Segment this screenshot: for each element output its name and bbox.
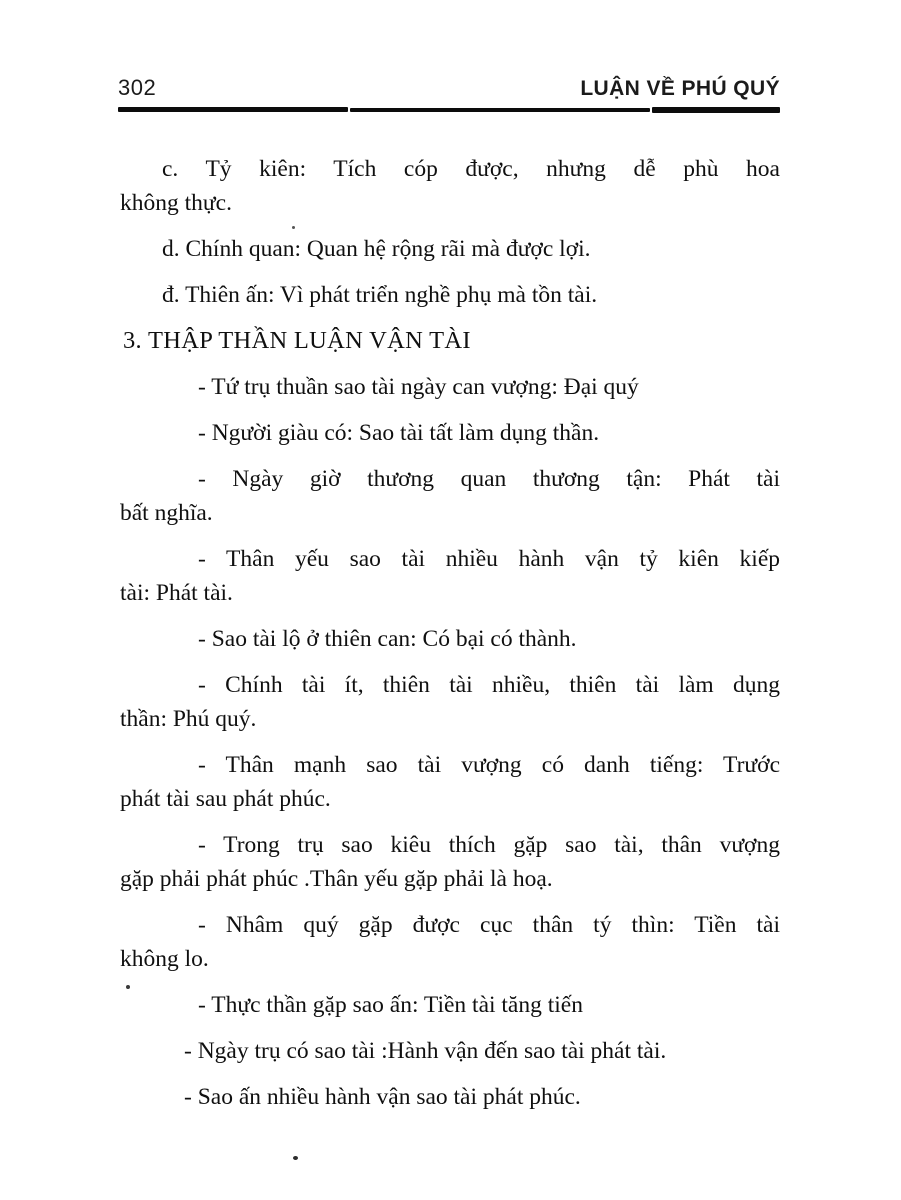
text-line: đ. Thiên ấn: Vì phát triển nghề phụ mà tồn tài. bbox=[162, 282, 598, 308]
text-line: - Thân mạnh sao tài vượng có danh tiếng: Trước bbox=[198, 752, 780, 778]
paragraph bbox=[120, 748, 780, 816]
stray-mark bbox=[293, 1156, 298, 1160]
section-heading bbox=[120, 324, 780, 358]
paragraph bbox=[120, 232, 780, 266]
text-line: - Thực thần gặp sao ấn: Tiền tài tăng tiến bbox=[198, 992, 583, 1018]
page-content bbox=[0, 114, 901, 1114]
stray-mark bbox=[126, 985, 130, 989]
text-line: phát tài sau phát phúc. bbox=[120, 786, 331, 812]
text-line: - Người giàu có: Sao tài tất làm dụng thần. bbox=[198, 420, 600, 446]
text-line: - Chính tài ít, thiên tài nhiều, thiên tài làm dụng bbox=[198, 672, 780, 698]
paragraph bbox=[120, 416, 780, 450]
header-rule bbox=[118, 106, 780, 114]
text-line: - Ngày trụ có sao tài :Hành vận đến sao tài phát tài. bbox=[184, 1038, 667, 1064]
page-header bbox=[0, 0, 901, 101]
text-line: 3. THẬP THẦN LUẬN VẬN TÀI bbox=[123, 327, 471, 354]
paragraph bbox=[120, 908, 780, 976]
text-line: - Ngày giờ thương quan thương tận: Phát tài bbox=[198, 466, 780, 492]
text-line: - Thân yếu sao tài nhiều hành vận tỷ kiên kiếp bbox=[198, 546, 780, 572]
text-line: không lo. bbox=[120, 946, 209, 972]
text-line: gặp phải phát phúc .Thân yếu gặp phải là hoạ. bbox=[120, 866, 553, 892]
paragraph bbox=[120, 462, 780, 530]
text-line: tài: Phát tài. bbox=[120, 580, 233, 606]
text-line: c. Tỷ kiên: Tích cóp được, nhưng dễ phù hoa bbox=[162, 156, 780, 182]
paragraph bbox=[120, 1034, 780, 1068]
stray-mark bbox=[292, 226, 295, 229]
paragraph bbox=[120, 668, 780, 736]
text-line: thần: Phú quý. bbox=[120, 706, 257, 732]
text-line: - Sao ấn nhiều hành vận sao tài phát phúc. bbox=[184, 1084, 581, 1110]
text-line: không thực. bbox=[120, 190, 232, 216]
text-line: d. Chính quan: Quan hệ rộng rãi mà được lợi. bbox=[162, 236, 591, 262]
paragraph bbox=[120, 988, 780, 1022]
text-line: - Tứ trụ thuần sao tài ngày can vượng: Đại quý bbox=[198, 374, 639, 400]
paragraph bbox=[120, 622, 780, 656]
paragraph bbox=[120, 152, 780, 220]
text-line: - Nhâm quý gặp được cục thân tý thìn: Tiền tài bbox=[198, 912, 780, 938]
running-title: LUẬN VỀ PHÚ QUÝ bbox=[580, 77, 780, 100]
rule-segment bbox=[118, 107, 348, 112]
rule-segment bbox=[652, 107, 780, 113]
text-line: - Sao tài lộ ở thiên can: Có bại có thành. bbox=[198, 626, 577, 652]
paragraph bbox=[120, 278, 780, 312]
paragraph bbox=[120, 1080, 780, 1114]
paragraph bbox=[120, 828, 780, 896]
text-line: bất nghĩa. bbox=[120, 500, 213, 526]
paragraph bbox=[120, 542, 780, 610]
paragraph bbox=[120, 370, 780, 404]
page-number: 302 bbox=[118, 75, 157, 100]
text-line: - Trong trụ sao kiêu thích gặp sao tài, thân vượng bbox=[198, 832, 780, 858]
rule-segment bbox=[350, 108, 650, 112]
